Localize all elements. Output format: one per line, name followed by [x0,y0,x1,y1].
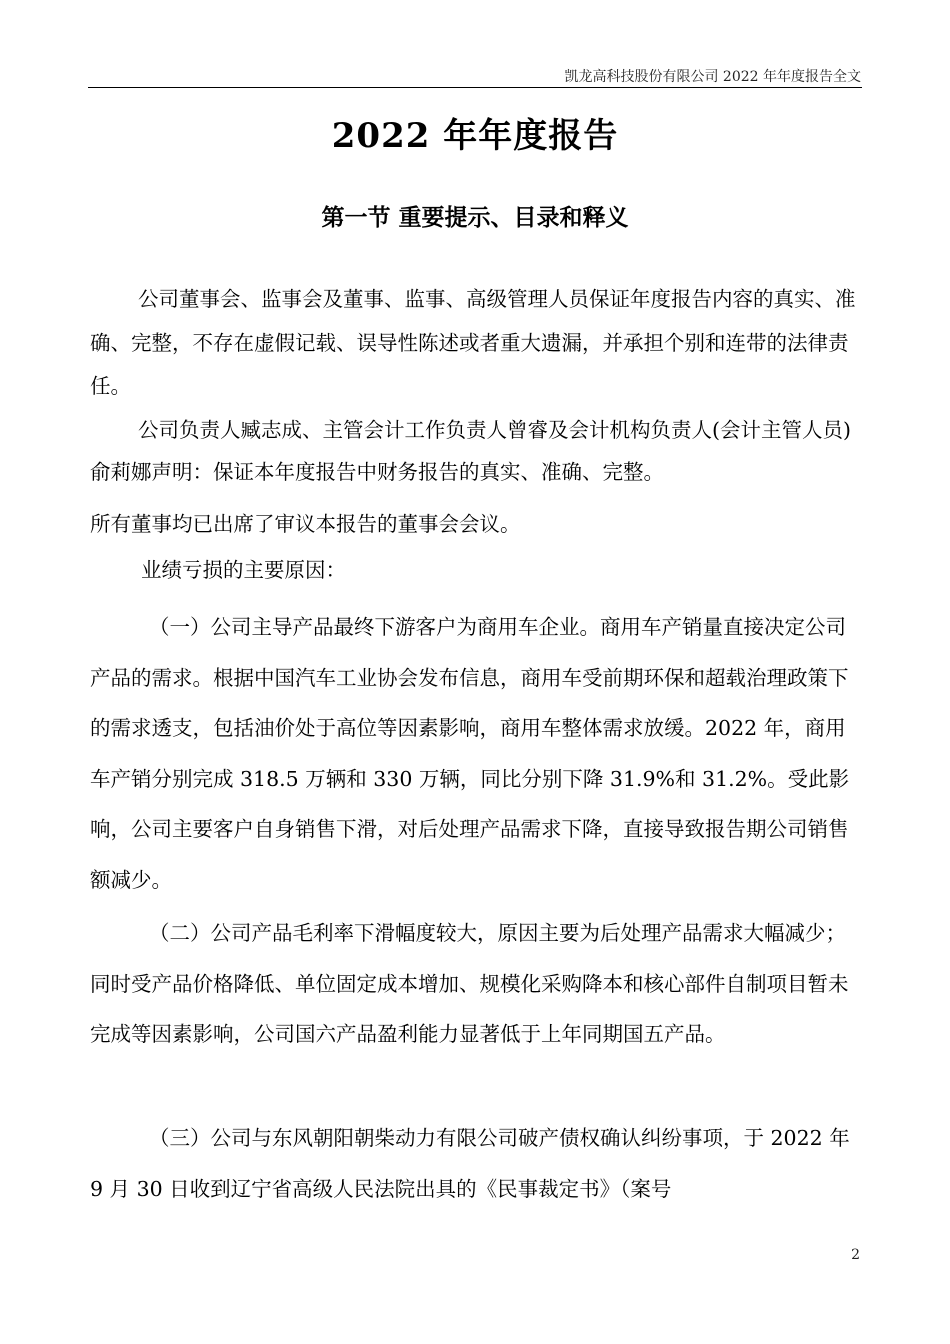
paragraph-reason-3: （三）公司与东风朝阳朝柴动力有限公司破产债权确认纠纷事项，于 2022 年 9 月 30 日收到辽宁省高级人民法院出具的《民事裁定书》（案号 [90,1126,857,1201]
paragraph-responsibility-statement: 公司董事会、监事会及董事、监事、高级管理人员保证年度报告内容的真实、准确、完整，不存在虚假记载、误导性陈述或者重大遗漏，并承担个别和连带的法律责任。 [90,287,856,398]
document-title: 2022 年年度报告 [331,116,619,156]
paragraph-reason-1: （一）公司主导产品最终下游客户为商用车企业。商用车产销量直接决定公司产品的需求。根据中国汽车工业协会发布信息，商用车受前期环保和超载治理政策下的需求透支，包括油价处于高位等因素影响，商用车整体需求放缓。2022 年，商用车产销分别完成 318.5 万辆和 330 万辆，同比分别下降 31.9%和 31.2%。受此影响，公司主要客户自身销售下滑，对后处理产品需求下降，直接导致报告期公司销售额减少。 [90,615,850,892]
paragraph-reason-2: （二）公司产品毛利率下滑幅度较大，原因主要为后处理产品需求大幅减少；同时受产品价格降低、单位固定成本增加、规模化采购降本和核心部件自制项目暂未完成等因素影响，公司国六产品盈利能力显著低于上年同期国五产品。 [90,921,849,1046]
paragraph-officer-declaration: 公司负责人臧志成、主管会计工作负责人曾睿及会计机构负责人(会计主管人员)俞莉娜声明：保证本年度报告中财务报告的真实、准确、完整。 [90,418,851,484]
page-number: 2 [851,1247,860,1263]
header-divider [88,87,862,88]
running-header: 凯龙高科技股份有限公司 2022 年年度报告全文 [564,69,861,85]
section-title: 第一节 重要提示、目录和释义 [321,204,629,231]
paragraph-loss-reasons-heading: 业绩亏损的主要原因： [141,558,346,582]
paragraph-board-attendance: 所有董事均已出席了审议本报告的董事会会议。 [90,512,521,536]
